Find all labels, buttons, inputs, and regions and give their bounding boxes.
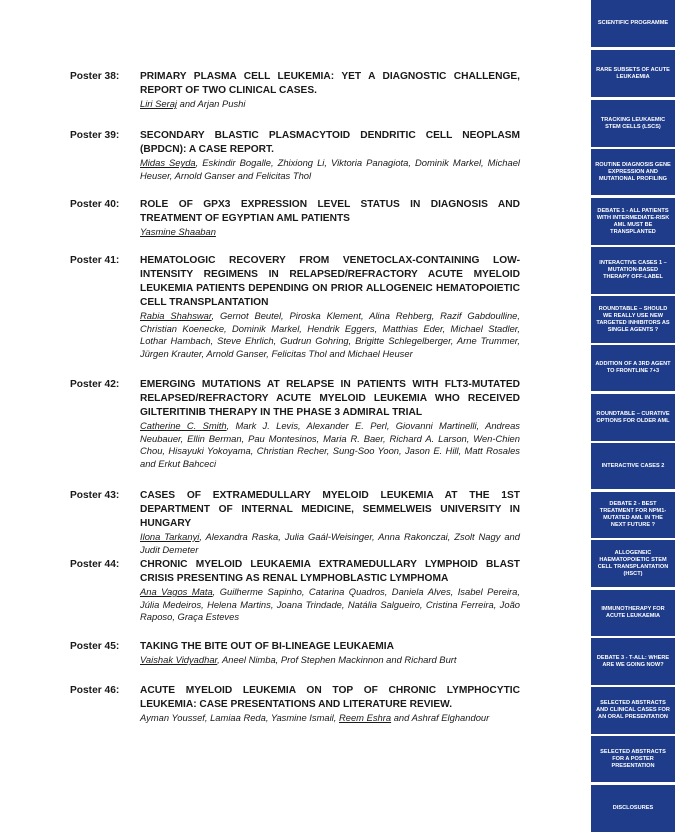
nav-third-agent-7-3[interactable]: ADDITION OF A 3RD AGENT TO FRONTLINE 7+3 <box>591 345 675 391</box>
poster-number: Poster 40: <box>70 199 120 210</box>
presenting-author: Midas Seyda <box>140 157 196 168</box>
nav-roundtable-older-aml[interactable]: ROUNDTABLE – CURATIVE OPTIONS FOR OLDER AML <box>591 394 675 441</box>
nav-debate-1[interactable]: DEBATE 1 - ALL PATIENTS WITH INTERMEDIATE-RISK AML MUST BE TRANSPLANTED <box>591 198 675 245</box>
presenting-author: Ilona Tarkanyi <box>140 531 200 542</box>
poster-title: CHRONIC MYELOID LEUKAEMIA EXTRAMEDULLARY LYMPHOID BLAST CRISIS PRESENTING AS RENAL LYMPHOBLASTIC LYMPHOMA <box>140 559 520 584</box>
poster-authors <box>140 98 520 111</box>
presenting-author: Catherine C. Smith <box>140 420 227 431</box>
poster-number: Poster 41: <box>70 255 120 266</box>
nav-debate-3[interactable]: DEBATE 3 - T-ALL: WHERE ARE WE GOING NOW? <box>591 638 675 685</box>
poster-title: ACUTE MYELOID LEUKEMIA ON TOP OF CHRONIC LYMPHOCYTIC LEUKEMIA: CASE PRESENTATIONS AND LITERATURE REVIEW. <box>140 685 520 710</box>
co-authors: , Eskindir Bogalle, Zhixiong Li, Viktoria Panagiota, Dominik Markel, Michael Heuser, Arnold Ganser and Felicitas Thol <box>140 157 520 181</box>
poster-authors <box>140 420 520 470</box>
poster-number: Poster 39: <box>70 130 120 141</box>
poster-title: TAKING THE BITE OUT OF BI-LINEAGE LEUKAEMIA <box>140 641 394 652</box>
nav-immunotherapy[interactable]: IMMUNOTHERAPY FOR ACUTE LEUKAEMIA <box>591 590 675 636</box>
co-authors: and Arjan Pushi <box>177 98 246 109</box>
sidebar-nav <box>591 0 676 832</box>
poster-authors <box>140 531 520 556</box>
nav-oral-abstracts[interactable]: SELECTED ABSTRACTS AND CLINICAL CASES FOR AN ORAL PRESENTATION <box>591 687 675 734</box>
co-authors-before: Ayman Youssef, Lamiaa Reda, Yasmine Ismail, <box>140 712 339 723</box>
presenting-author: Yasmine Shaaban <box>140 226 216 237</box>
poster-authors <box>140 226 520 239</box>
co-authors: , Guilherme Sapinho, Catarina Quadros, Daniela Alves, Isabel Pereira, Júlia Medeiros, Helena Martins, Joana Trindade, Natália Salgueiro, Cristina Ferreira, João Raposo, Graça Esteves <box>140 586 520 623</box>
presenting-author: Reem Eshra <box>338 712 392 723</box>
presenting-author: Liri Seraj <box>140 98 177 109</box>
nav-interactive-cases-1[interactable]: INTERACTIVE CASES 1 – MUTATION-BASED THERAPY OFF-LABEL <box>591 247 675 294</box>
poster-number: Poster 44: <box>70 559 120 570</box>
poster-number: Poster 38: <box>70 71 120 82</box>
poster-authors <box>140 712 520 725</box>
presenting-author: Rabia Shahswar <box>140 310 212 321</box>
poster-number: Poster 45: <box>70 641 120 652</box>
co-authors: , Alexandra Raska, Julia Gaál-Weisinger, Anna Rakonczai, Zsolt Nagy and Judit Demeter <box>140 531 520 555</box>
co-authors: , Mark J. Levis, Alexander E. Perl, Giovanni Martinelli, Andreas Neubauer, Ellin Berman, Pau Montesinos, Maria R. Baer, Richard A. Larson, Wen-Chien Chou, Hisayuki Yokoyama, Christian Recher, Sung-Soo Yoon, Jason E. Hill, Matt Rosales and Erkut Bahceci <box>140 420 520 469</box>
poster-title: HEMATOLOGIC RECOVERY FROM VENETOCLAX-CONTAINING LOW-INTENSITY REGIMENS IN RELAPSED/REFRACTORY ACUTE MYELOID LEUKEMIA PATIENTS DEPENDING ON PRIOR ALLOGENEIC HEMATOPOIETIC CELL TRANSPLANTATION <box>140 255 520 308</box>
nav-debate-2[interactable]: DEBATE 2 - BEST TREATMENT FOR NPM1-MUTATED AML IN THE NEXT FUTURE ? <box>591 492 675 538</box>
presenting-author: Ana Vagos Mata <box>140 586 213 597</box>
poster-authors <box>140 157 520 182</box>
poster-number: Poster 43: <box>70 490 120 501</box>
poster-number: Poster 42: <box>70 379 120 390</box>
poster-title: ROLE OF GPX3 EXPRESSION LEVEL STATUS IN DIAGNOSIS AND TREATMENT OF EGYPTIAN AML PATIENTS <box>140 199 520 224</box>
poster-number: Poster 46: <box>70 685 120 696</box>
nav-disclosures[interactable]: DISCLOSURES <box>591 785 675 832</box>
poster-title: PRIMARY PLASMA CELL LEUKEMIA: YET A DIAGNOSTIC CHALLENGE, REPORT OF TWO CLINICAL CASES. <box>140 71 520 96</box>
poster-authors <box>140 586 520 624</box>
nav-routine-diagnosis[interactable]: ROUTINE DIAGNOSIS GENE EXPRESSION AND MUTATIONAL PROFILING <box>591 149 675 195</box>
nav-allogeneic-hsct[interactable]: ALLOGENEIC HAEMATOPOIETIC STEM CELL TRANSPLANTATION (HSCT) <box>591 540 675 587</box>
co-authors: , Aneel Nimba, Prof Stephen Mackinnon and Richard Burt <box>217 654 457 665</box>
nav-tracking-lscs[interactable]: TRACKING LEUKAEMIC STEM CELLS (LSCS) <box>591 100 675 147</box>
co-authors: , Gernot Beutel, Piroska Klement, Alina Rehberg, Razif Gabdoulline, Christian Koenecke, Dominik Markel, Hendrik Eggers, Matthias Eder, Michael Stadler, Lothar Hambach, Steve Ehrlich, Gudrun Gohring, Brigitte Schlegelberger, Arne Trummer, Jürgen Krauter, Arnold Ganser, Felicitas Thol and Michael Heuser <box>140 310 520 359</box>
nav-interactive-cases-2[interactable]: INTERACTIVE CASES 2 <box>591 443 675 489</box>
nav-poster-abstracts[interactable]: SELECTED ABSTRACTS FOR A POSTER PRESENTATION <box>591 736 675 782</box>
poster-title: SECONDARY BLASTIC PLASMACYTOID DENDRITIC CELL NEOPLASM (BPDCN): A CASE REPORT. <box>140 130 520 155</box>
co-authors: and Ashraf Elghandour <box>391 712 490 723</box>
poster-authors <box>140 310 520 360</box>
poster-authors <box>140 654 520 667</box>
presenting-author: Vaishak Vidyadhar <box>140 654 218 665</box>
nav-roundtable-targeted-inhibitors[interactable]: ROUNDTABLE – SHOULD WE REALLY USE NEW TARGETED INHIBITORS AS SINGLE AGENTS ? <box>591 296 675 343</box>
poster-title: CASES OF EXTRAMEDULLARY MYELOID LEUKEMIA AT THE 1ST DEPARTMENT OF INTERNAL MEDICINE, SEMMELWEIS UNIVERSITY IN HUNGARY <box>140 490 520 529</box>
poster-title: EMERGING MUTATIONS AT RELAPSE IN PATIENTS WITH FLT3-MUTATED RELAPSED/REFRACTORY ACUTE MYELOID LEUKEMIA WHO RECEIVED GILTERITINIB THERAPY IN THE PHASE 3 ADMIRAL TRIAL <box>140 379 520 418</box>
nav-scientific-programme[interactable]: SCIENTIFIC PROGRAMME <box>591 0 675 47</box>
nav-rare-subsets[interactable]: RARE SUBSETS OF ACUTE LEUKAEMIA <box>591 50 675 97</box>
